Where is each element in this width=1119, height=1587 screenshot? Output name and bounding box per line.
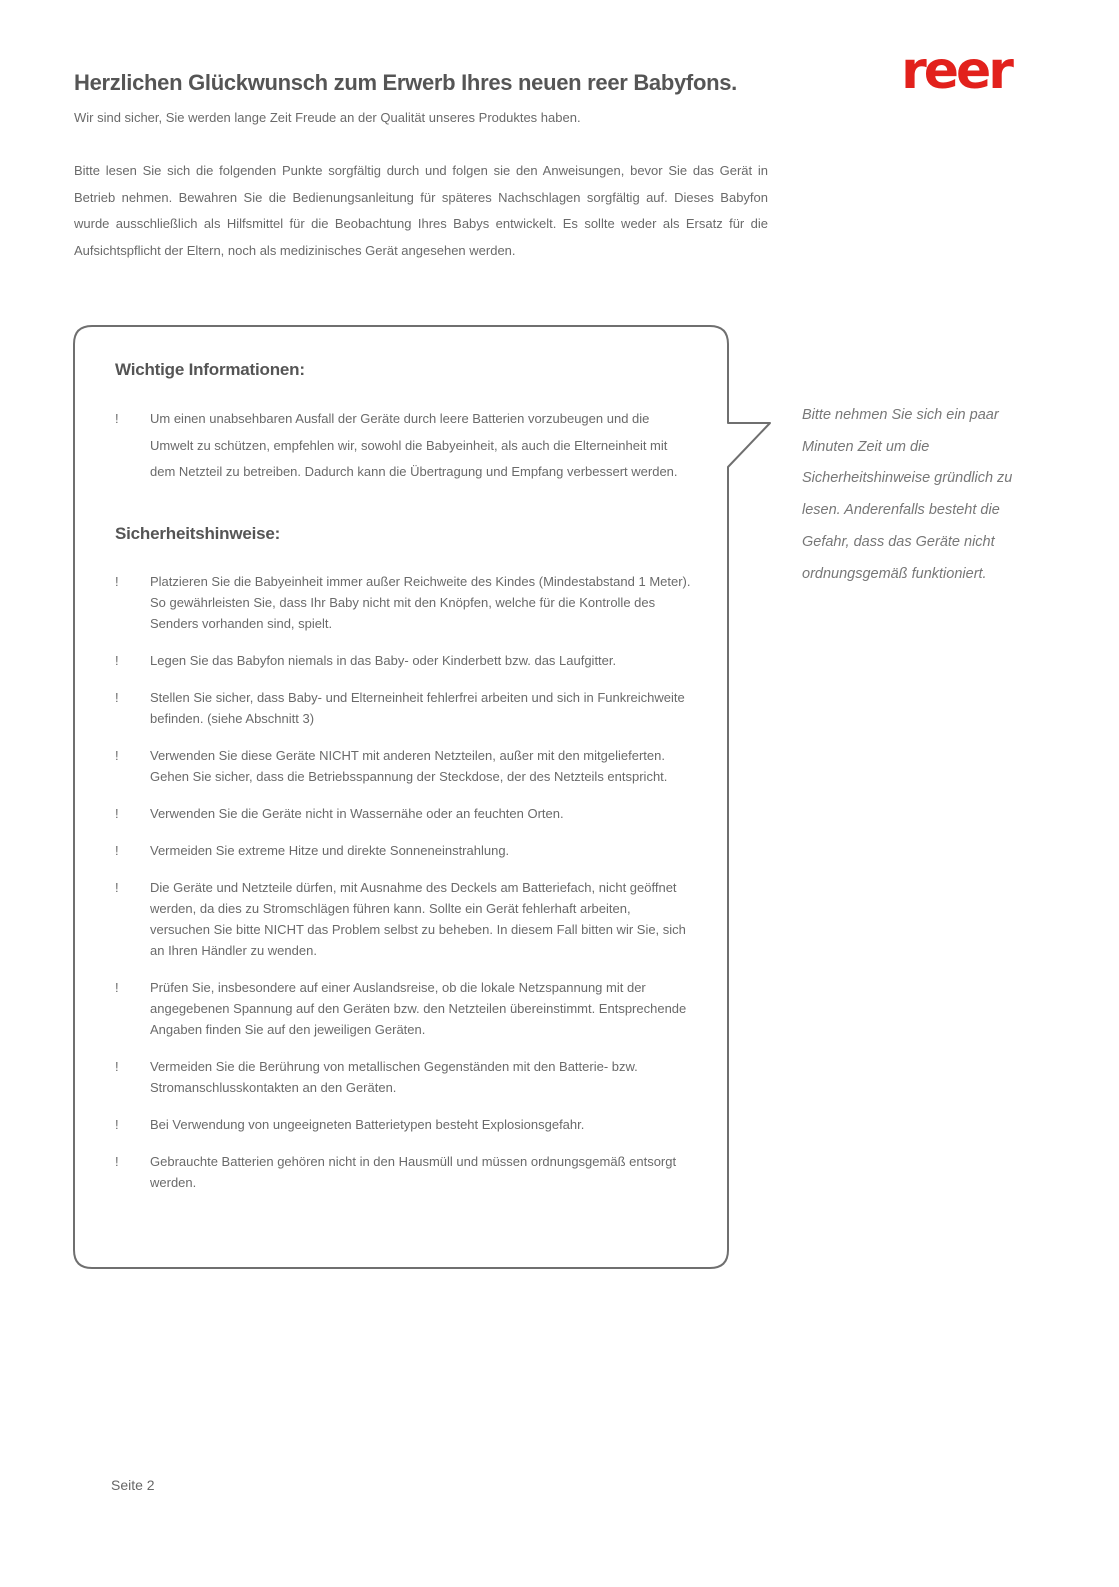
side-note: Bitte nehmen Sie sich ein paar Minuten Zeit um die Sicherheitshinweise gründlich zu lesen. Anderenfalls besteht die Gefahr, dass das Geräte nicht ordnungsgemäß funktioniert.: [802, 407, 1013, 582]
page-number: Seite 2: [111, 1477, 155, 1493]
list-item: [115, 406, 693, 486]
page-title: Herzlichen Glückwunsch zum Erwerb Ihres neuen reer Babyfons.: [74, 70, 737, 95]
list-item-text: Platzieren Sie die Babyeinheit immer außer Reichweite des Kindes (Mindestabstand 1 Meter). So gewährleisten Sie, dass Ihr Baby nicht mit den Knöpfen, welche für die Kontrolle des Senders vorhanden sind, spielt.: [150, 573, 691, 631]
reer-logo: [880, 48, 1032, 96]
list-item: [115, 977, 693, 1040]
page-subtitle: Wir sind sicher, Sie werden lange Zeit Freude an der Qualität unseres Produktes haben.: [74, 110, 581, 125]
important-info-heading: Wichtige Informationen:: [115, 360, 305, 379]
list-item-text: Um einen unabsehbaren Ausfall der Geräte durch leere Batterien vorzubeugen und die Umwelt zu schützen, empfehlen wir, sowohl die Babyeinheit, als auch die Elterneinheit mit dem Netzteil zu betreiben. Dadurch kann die Übertragung und Empfang verbessert werden.: [150, 411, 678, 479]
exclamation-icon: !: [115, 1116, 119, 1132]
list-item-text: Vermeiden Sie extreme Hitze und direkte Sonneneinstrahlung.: [150, 842, 510, 858]
list-item: [115, 803, 693, 824]
list-item-text: Gebrauchte Batterien gehören nicht in den Hausmüll und müssen ordnungsgemäß entsorgt werden.: [150, 1153, 677, 1190]
list-item: [115, 840, 693, 861]
exclamation-icon: !: [115, 805, 119, 821]
list-item: [115, 1151, 693, 1193]
list-item: [115, 650, 693, 671]
list-item-text: Legen Sie das Babyfon niemals in das Baby- oder Kinderbett bzw. das Laufgitter.: [150, 652, 617, 668]
exclamation-icon: !: [115, 842, 119, 858]
exclamation-icon: !: [115, 652, 119, 668]
list-item: [115, 1056, 693, 1098]
safety-list: [115, 571, 693, 1193]
list-item: [115, 687, 693, 729]
info-box: [115, 360, 693, 1209]
exclamation-icon: !: [115, 979, 119, 995]
list-item: [115, 1114, 693, 1135]
list-item-text: Stellen Sie sicher, dass Baby- und Elterneinheit fehlerfrei arbeiten und sich in Funkreichweite befinden. (siehe Abschnitt 3): [150, 689, 685, 726]
important-info-list: [115, 406, 693, 486]
list-item: [115, 745, 693, 787]
svg-text:reer: reer: [901, 48, 1011, 96]
list-item-text: Verwenden Sie die Geräte nicht in Wassernähe oder an feuchten Orten.: [150, 805, 564, 821]
list-item-text: Verwenden Sie diese Geräte NICHT mit anderen Netzteilen, außer mit den mitgelieferten. Gehen Sie sicher, dass die Betriebsspannung der Steckdose, der des Netzteils entspricht.: [150, 747, 668, 784]
list-item-text: Bei Verwendung von ungeeigneten Batterietypen besteht Explosionsgefahr.: [150, 1116, 585, 1132]
exclamation-icon: !: [115, 573, 119, 589]
exclamation-icon: !: [115, 879, 119, 895]
list-item: [115, 877, 693, 961]
exclamation-icon: !: [115, 1153, 119, 1169]
exclamation-icon: !: [115, 411, 119, 426]
list-item-text: Prüfen Sie, insbesondere auf einer Auslandsreise, ob die lokale Netzspannung mit der angegebenen Spannung auf den Geräten bzw. den Netzteilen übereinstimmt. Entsprechende Angaben finden Sie auf den jeweiligen Geräten.: [150, 979, 687, 1037]
intro-paragraph: Bitte lesen Sie sich die folgenden Punkte sorgfältig durch und folgen sie den Anweisungen, bevor Sie das Gerät in Betrieb nehmen. Bewahren Sie die Bedienungsanleitung für späteres Nachschlagen sorgfältig auf. Dieses Babyfon wurde ausschließlich als Hilfsmittel für die Beobachtung Ihres Babys entwickelt. Es sollte weder als Ersatz für die Aufsichtspflicht der Eltern, noch als medizinisches Gerät angesehen werden.: [74, 163, 768, 258]
list-item: [115, 571, 693, 634]
exclamation-icon: !: [115, 747, 119, 763]
safety-heading: Sicherheitshinweise:: [115, 523, 281, 543]
exclamation-icon: !: [115, 689, 119, 705]
list-item-text: Vermeiden Sie die Berührung von metallischen Gegenständen mit den Batterie- bzw. Stromanschlusskontakten an den Geräten.: [150, 1058, 638, 1095]
exclamation-icon: !: [115, 1058, 119, 1074]
list-item-text: Die Geräte und Netzteile dürfen, mit Ausnahme des Deckels am Batteriefach, nicht geöffnet werden, da dies zu Stromschlägen führen kann. Sollte ein Gerät fehlerhaft arbeiten, versuchen Sie bitte NICHT das Problem selbst zu beheben. In diesem Fall bitten wir Sie, sich an Ihren Händler zu wenden.: [150, 879, 686, 958]
